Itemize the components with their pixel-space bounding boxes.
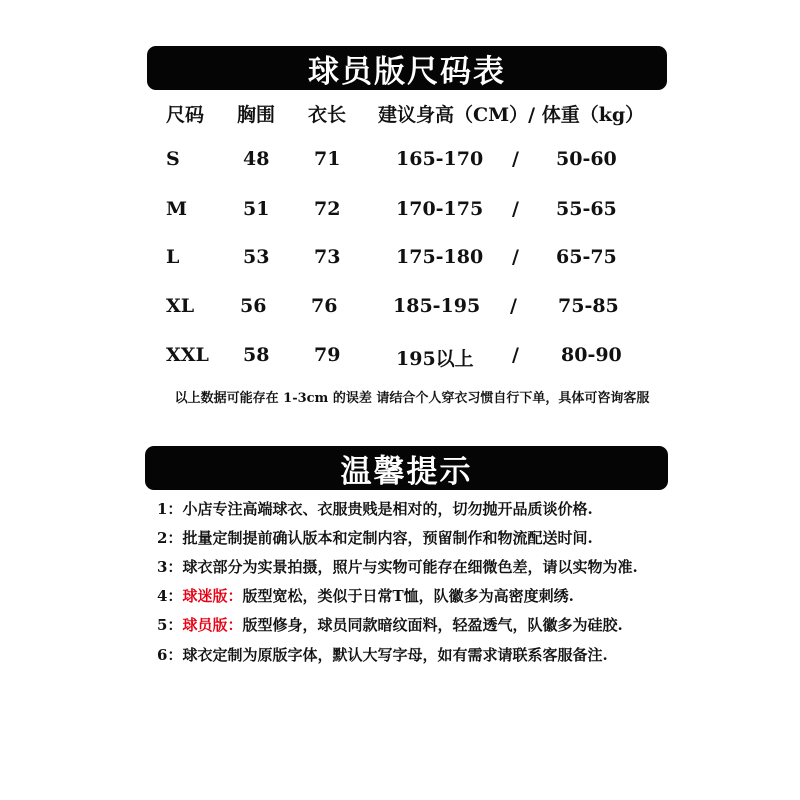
tip-number: 6： [157,646,183,664]
cell-height: 185-195 [393,295,481,317]
tip-text: 版型宽松，类似于日常T恤，队徽多为高密度刺绣. [242,587,574,605]
cell-separator: / [510,295,517,317]
cell-separator: / [512,148,519,170]
cell-separator: / [512,344,519,366]
tip-highlight: 球迷版： [182,587,243,605]
tip-item [157,644,608,665]
cell-height: 165-170 [396,148,484,170]
cell-weight: 50-60 [556,148,617,170]
header-length: 衣长 [308,104,347,126]
tip-highlight: 球员版： [182,616,243,634]
cell-height: 175-180 [396,246,484,268]
cell-chest: 51 [243,198,270,220]
cell-size: M [166,198,188,220]
tip-item [157,614,623,635]
cell-size: XL [166,295,195,317]
table-row [0,295,800,325]
header-recommend: 建议身高（CM）/ 体重（kg） [378,104,645,126]
cell-length: 79 [314,344,341,366]
table-row [0,198,800,228]
cell-separator: / [512,198,519,220]
cell-chest: 58 [243,344,270,366]
size-chart-title: 球员版尺码表 [308,53,506,90]
table-row [0,148,800,178]
header-chest: 胸围 [237,104,276,126]
cell-weight: 65-75 [556,246,617,268]
tips-title-banner [145,446,668,490]
cell-separator: / [512,246,519,268]
tip-number: 4： [157,587,183,605]
cell-weight: 80-90 [561,344,622,366]
tip-item [157,498,593,519]
tips-title: 温馨提示 [340,453,473,490]
tip-text: 小店专注高端球衣、衣服贵贱是相对的，切勿抛开品质谈价格. [182,500,593,518]
cell-length: 76 [311,295,338,317]
cell-chest: 53 [243,246,270,268]
cell-size: L [166,246,180,268]
header-size: 尺码 [166,104,205,126]
cell-size: S [166,148,180,170]
cell-weight: 55-65 [556,198,617,220]
size-chart-title-banner [147,46,667,90]
tip-item [157,527,593,548]
cell-height: 170-175 [396,198,484,220]
tip-number: 3： [157,558,183,576]
cell-height: 195以上 [396,348,474,370]
tip-number: 5： [157,616,183,634]
cell-size: XXL [166,344,209,366]
cell-length: 73 [314,246,341,268]
tip-text: 球衣部分为实景拍摄，照片与实物可能存在细微色差，请以实物为准. [182,558,638,576]
tip-number: 2： [157,529,183,547]
tip-number: 1： [157,500,183,518]
table-row [0,344,800,374]
tip-text: 版型修身，球员同款暗纹面料，轻盈透气，队徽多为硅胶. [242,616,623,634]
tip-text: 球衣定制为原版字体，默认大写字母，如有需求请联系客服备注. [182,646,608,664]
table-row [0,246,800,276]
tip-item [157,585,574,606]
size-chart-note: 以上数据可能存在 1-3cm 的误差 请结合个人穿衣习惯自行下单，具体可咨询客服 [174,391,650,406]
tip-text: 批量定制提前确认版本和定制内容，预留制作和物流配送时间. [182,529,593,547]
tip-item [157,556,638,577]
cell-chest: 56 [240,295,267,317]
cell-chest: 48 [243,148,270,170]
cell-length: 72 [314,198,341,220]
cell-weight: 75-85 [558,295,619,317]
cell-length: 71 [314,148,341,170]
